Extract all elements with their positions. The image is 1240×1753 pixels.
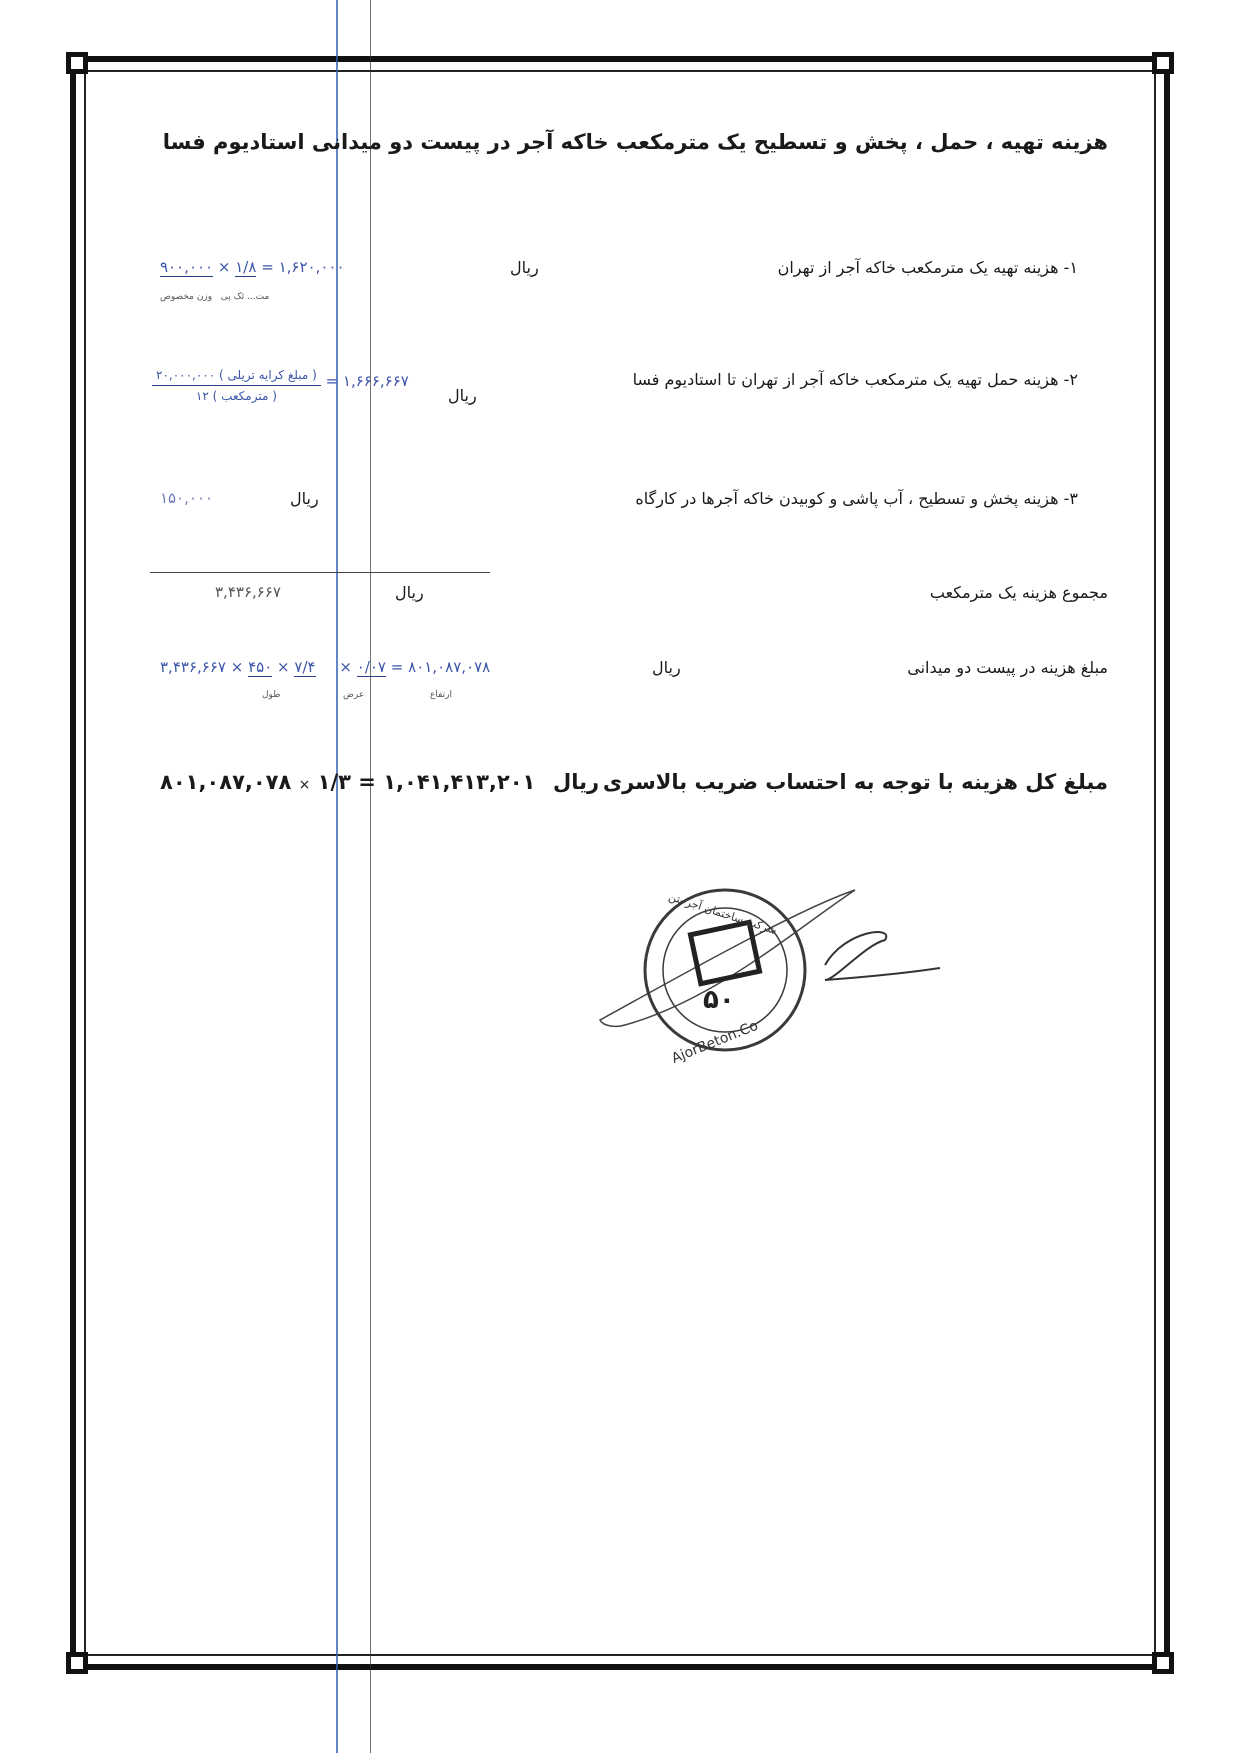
calc-result: ۱,۰۴۱,۴۱۳,۲۰۱ [383, 770, 536, 794]
calc-operator: × [230, 658, 244, 676]
calc-result: ۱,۶۶۶,۶۶۷ [342, 372, 409, 390]
border-corner [1152, 52, 1174, 74]
calc-operator: × [277, 658, 290, 676]
track-caption-height: ارتفاع [430, 690, 453, 700]
track-unit: ریال [652, 658, 681, 677]
signature-stroke [825, 932, 940, 980]
page-border-inner [84, 70, 1156, 1656]
calc-fraction [152, 368, 321, 403]
scan-artifact-line [370, 0, 371, 1753]
item-2-calc [152, 368, 409, 404]
item-1-calc [160, 258, 345, 276]
border-corner [66, 1652, 88, 1674]
grand-total-unit: ریال [553, 770, 600, 794]
sum-divider [150, 572, 490, 573]
track-label: مبلغ هزینه در پیست دو میدانی [907, 658, 1108, 677]
calc-result: ۱,۶۲۰,۰۰۰ [278, 258, 345, 276]
item-2-unit: ریال [448, 386, 477, 405]
track-calc [160, 658, 490, 676]
fraction-denominator: ۱۲ ( مترمکعب ) [195, 389, 277, 403]
seal-persian-text: شرکت ساختمان آجر بتن [667, 889, 779, 938]
page-title: هزینه تهیه ، حمل ، پخش و تسطیح یک مترمکعب خاکه آجر در پیست دو میدانی استادیوم فسا [162, 130, 1108, 154]
calc-caption: مت... ئک پی [220, 292, 270, 302]
item-1-label: ۱- هزینه تهیه یک مترمکعب خاکه آجر از تهران [777, 258, 1078, 277]
item-1-unit: ریال [510, 258, 539, 277]
grand-total-label: مبلغ کل هزینه با توجه به احتساب ضریب بالاسری [602, 770, 1108, 794]
calc-equals: = [325, 372, 339, 390]
calc-operand: ۴۵۰ [248, 658, 273, 676]
grand-total-calc [160, 770, 535, 794]
calc-operand: ۱/۳ [317, 770, 351, 794]
item-3-value: ۱۵۰,۰۰۰ [160, 489, 214, 507]
calc-equals: = [358, 770, 376, 794]
border-corner [1152, 1652, 1174, 1674]
calc-result: ۸۰۱,۰۸۷,۰۷۸ [408, 658, 491, 676]
track-caption-length: طول [262, 690, 281, 700]
seal-latin-text: AjorBeton.Co [669, 1017, 761, 1067]
calc-operand: ۹۰۰,۰۰۰ [160, 258, 214, 276]
calc-operand: ۰/۰۷ [356, 658, 386, 676]
calc-operand: ۸۰۱,۰۸۷,۰۷۸ [160, 770, 292, 794]
company-stamp [595, 870, 945, 1070]
item-3-unit: ریال [290, 489, 319, 508]
calc-caption: وزن مخصوص [160, 292, 213, 302]
border-corner [66, 52, 88, 74]
item-3-label: ۳- هزینه پخش و تسطیح ، آب پاشی و کوبیدن خاکه آجرها در کارگاه [635, 489, 1078, 508]
calc-equals: = [261, 258, 274, 276]
calc-operand: ۱/۸ [235, 258, 257, 276]
fraction-numerator: ۲۰,۰۰۰,۰۰۰ ( مبلغ کرایه تریلی ) [152, 368, 321, 386]
total-unit: ریال [395, 583, 424, 602]
calc-equals: = [390, 658, 404, 676]
total-label: مجموع هزینه یک مترمکعب [929, 583, 1108, 602]
total-value: ۳,۴۳۶,۶۶۷ [215, 583, 281, 601]
item-1-calc-captions [160, 292, 269, 302]
calc-operator: × [339, 658, 352, 676]
calc-operand: ۳,۴۳۶,۶۶۷ [160, 658, 226, 676]
stamp-graphic [595, 870, 945, 1070]
item-2-label: ۲- هزینه حمل تهیه یک مترمکعب خاکه آجر از تهران تا استادیوم فسا [632, 370, 1078, 389]
calc-operand: ۷/۴ [294, 658, 316, 676]
seal-number: ۵۰ [703, 985, 735, 1015]
calc-operator: × [217, 258, 231, 276]
calc-operator: × [298, 777, 311, 793]
seal-logo [690, 922, 759, 983]
track-caption-width: عرض [343, 690, 365, 700]
